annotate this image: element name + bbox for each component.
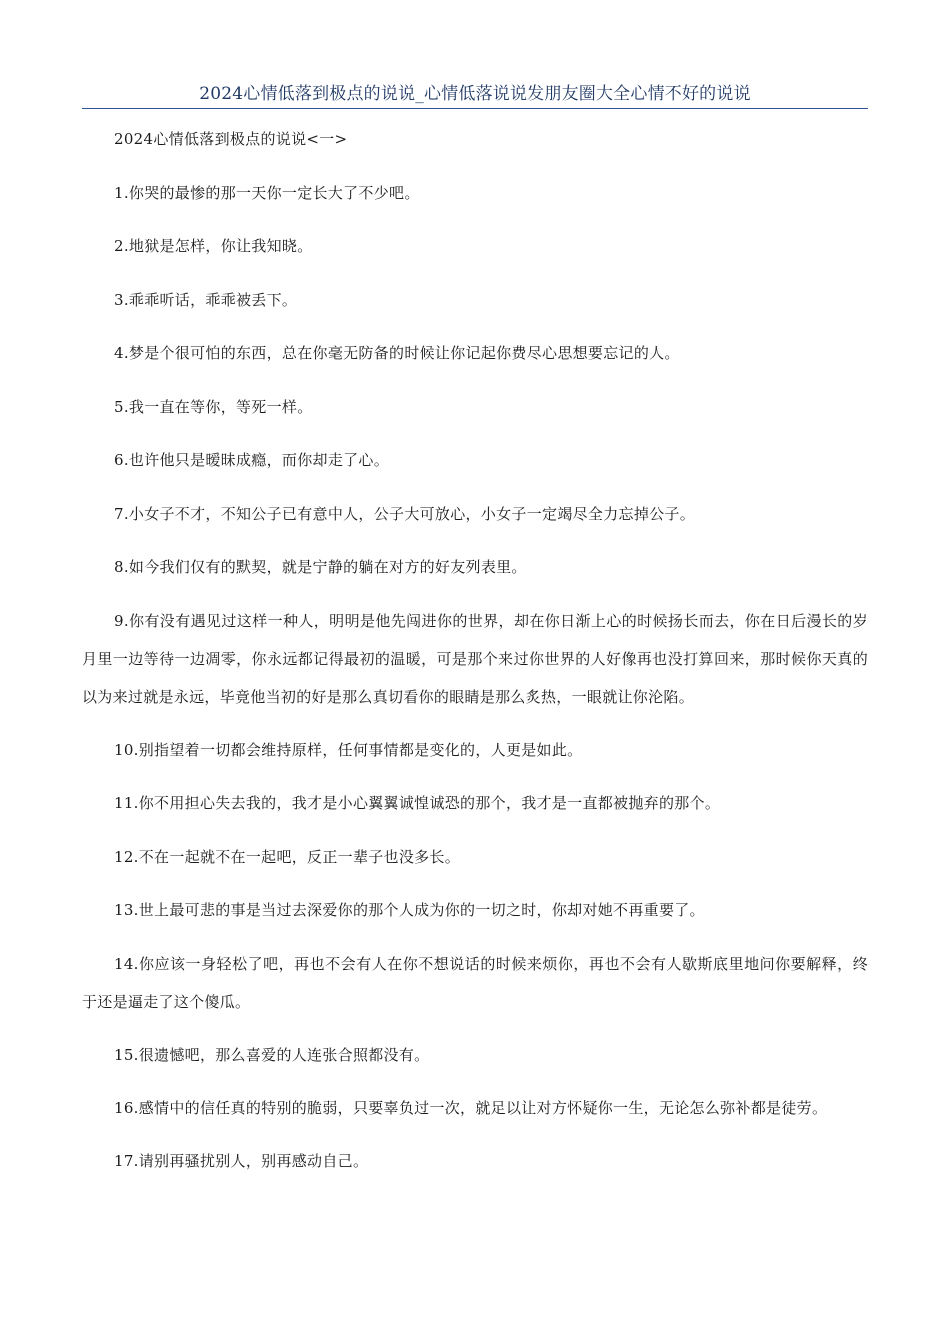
list-item: 7.小女子不才，不知公子已有意中人，公子大可放心，小女子一定竭尽全力忘掉公子。 [114, 504, 696, 523]
list-item: 11.你不用担心失去我的，我才是小心翼翼诚惶诚恐的那个，我才是一直都被抛弃的那个。 [114, 794, 721, 812]
list-item: 6.也许他只是暧昧成瘾，而你却走了心。 [114, 451, 390, 469]
section-subtitle: 2024心情低落到极点的说说<一> [114, 130, 348, 148]
list-item: 5.我一直在等你，等死一样。 [114, 397, 313, 416]
list-item: 15.很遗憾吧，那么喜爱的人连张合照都没有。 [114, 1045, 430, 1064]
list-item: 16.感情中的信任真的特别的脆弱，只要辜负过一次，就足以让对方怀疑你一生，无论怎么弥补都是徒劳。 [114, 1099, 828, 1117]
document-body [82, 126, 868, 1202]
list-item: 9.你有没有遇见过这样一种人，明明是他先闯进你的世界，却在你日渐上心的时候扬长而去，你在日后漫长的岁月里一边等待一边凋零，你永远都记得最初的温暖，可是那个来过你世界的人好像再也没打算回来，那时候你天真的以为来过就是永远，毕竟他当初的好是那么真切看你的眼睛是那么炙热，一眼就让你沦陷。 [82, 611, 868, 706]
list-item: 3.乖乖听话，乖乖被丢下。 [114, 290, 298, 309]
list-item: 10.别指望着一切都会维持原样，任何事情都是变化的，人更是如此。 [114, 740, 583, 759]
list-item: 17.请别再骚扰别人，别再感动自己。 [114, 1152, 369, 1170]
list-item: 12.不在一起就不在一起吧，反正一辈子也没多长。 [114, 847, 461, 866]
document-header-title: 2024心情低落到极点的说说_心情低落说说发朋友圈大全心情不好的说说 [199, 84, 751, 104]
header-divider [82, 108, 868, 109]
list-item: 14.你应该一身轻松了吧，再也不会有人在你不想说话的时候来烦你，再也不会有人歇斯底里地问你要解释，终于还是逼走了这个傻瓜。 [82, 954, 868, 1011]
list-item: 1.你哭的最惨的那一天你一定长大了不少吧。 [114, 183, 420, 202]
list-item: 8.如今我们仅有的默契，就是宁静的躺在对方的好友列表里。 [114, 558, 527, 576]
list-item: 2.地狱是怎样，你让我知晓。 [114, 237, 313, 255]
list-item: 13.世上最可悲的事是当过去深爱你的那个人成为你的一切之时，你却对她不再重要了。 [114, 901, 705, 919]
list-item: 4.梦是个很可怕的东西，总在你毫无防备的时候让你记起你费尽心思想要忘记的人。 [114, 344, 680, 362]
